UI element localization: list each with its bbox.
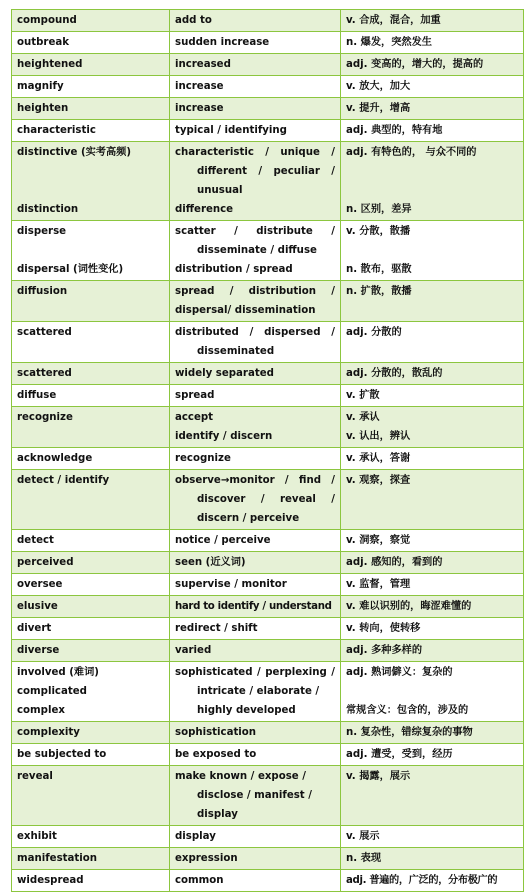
word-cell — [12, 744, 170, 766]
synonym: discover / reveal / — [197, 494, 335, 505]
meaning: v. 展示 — [346, 831, 380, 842]
synonym: scatter / distribute / — [175, 226, 335, 237]
word: manifestation — [17, 853, 97, 864]
word-cell — [12, 826, 170, 848]
synonym-cell — [170, 722, 341, 744]
meaning: v. 分散，散播 — [346, 226, 411, 237]
synonym: add to — [175, 15, 212, 26]
word: reveal — [17, 771, 53, 782]
table-row — [12, 448, 524, 470]
synonym-cell — [170, 640, 341, 662]
word: diffusion — [17, 286, 68, 297]
synonym: sophisticated / perplexing / — [175, 667, 335, 678]
meaning-cell — [341, 530, 524, 552]
synonym: distributed / dispersed / — [175, 327, 335, 338]
synonym: difference — [175, 204, 234, 215]
synonym-cell — [170, 407, 341, 448]
meaning-cell — [341, 142, 524, 221]
word: elusive — [17, 601, 58, 612]
word-cell — [12, 640, 170, 662]
meaning-cell — [341, 10, 524, 32]
meaning-cell — [341, 448, 524, 470]
word-cell — [12, 722, 170, 744]
word-cell — [12, 385, 170, 407]
synonym: varied — [175, 645, 212, 656]
synonym: characteristic / unique / — [175, 147, 335, 158]
word-cell — [12, 281, 170, 322]
word: divert — [17, 623, 52, 634]
word-cell — [12, 10, 170, 32]
word-cell — [12, 221, 170, 281]
meaning-cell — [341, 54, 524, 76]
meaning-cell — [341, 552, 524, 574]
meaning: n. 复杂性，错综复杂的事物 — [346, 727, 473, 738]
word: distinction — [17, 204, 79, 215]
synonym: display — [175, 831, 216, 842]
word-cell — [12, 363, 170, 385]
synonym: dispersal/ dissemination — [175, 305, 316, 316]
synonym: observe→monitor / find / — [175, 475, 335, 486]
table-row — [12, 120, 524, 142]
meaning: v. 观察，探查 — [346, 475, 411, 486]
meaning: v. 转向，使转移 — [346, 623, 421, 634]
word: heightened — [17, 59, 83, 70]
meaning: v. 扩散 — [346, 390, 380, 401]
synonym: spread — [175, 390, 215, 401]
meaning: v. 合成，混合，加重 — [346, 15, 441, 26]
synonym: common — [175, 875, 224, 886]
meaning: v. 揭露，展示 — [346, 771, 411, 782]
word-cell — [12, 870, 170, 892]
meaning: n. 爆发，突然发生 — [346, 37, 432, 48]
meaning: adj. 熟词僻义：复杂的 — [346, 667, 453, 678]
meaning-cell — [341, 385, 524, 407]
meaning: v. 承认 — [346, 412, 380, 423]
synonym-cell — [170, 744, 341, 766]
synonym: expression — [175, 853, 238, 864]
word: heighten — [17, 103, 69, 114]
table-row — [12, 76, 524, 98]
meaning: adj. 变高的，增大的，提高的 — [346, 59, 484, 70]
word-cell — [12, 407, 170, 448]
meaning-cell — [341, 76, 524, 98]
meaning-cell — [341, 221, 524, 281]
table-row — [12, 470, 524, 530]
meaning-cell — [341, 363, 524, 385]
synonym-cell — [170, 363, 341, 385]
word-cell — [12, 448, 170, 470]
word-cell — [12, 766, 170, 826]
synonym: accept — [175, 412, 214, 423]
synonym: discern / perceive — [197, 513, 300, 524]
meaning: adj. 分散的，散乱的 — [346, 368, 443, 379]
meaning: adj. 有特色的， 与众不同的 — [346, 147, 477, 158]
table-row — [12, 722, 524, 744]
synonym: increased — [175, 59, 231, 70]
table-row — [12, 870, 524, 892]
synonym: increase — [175, 103, 224, 114]
synonym: unusual — [197, 185, 243, 196]
synonym: identify / discern — [175, 431, 273, 442]
word-cell — [12, 848, 170, 870]
synonym-cell — [170, 530, 341, 552]
meaning-cell — [341, 120, 524, 142]
synonym-cell — [170, 98, 341, 120]
word: recognize — [17, 412, 73, 423]
synonym: seen (近义词) — [175, 557, 246, 568]
table-row — [12, 142, 524, 221]
synonym-cell — [170, 142, 341, 221]
word: compound — [17, 15, 77, 26]
word-cell — [12, 470, 170, 530]
word: complex — [17, 705, 65, 716]
word: diverse — [17, 645, 60, 656]
synonym-cell — [170, 470, 341, 530]
synonym: highly developed — [197, 705, 296, 716]
table-row — [12, 766, 524, 826]
synonym: different / peculiar / — [197, 166, 335, 177]
table-row — [12, 32, 524, 54]
table-row — [12, 640, 524, 662]
synonym-cell — [170, 766, 341, 826]
word-cell — [12, 552, 170, 574]
word: outbreak — [17, 37, 69, 48]
meaning-cell — [341, 281, 524, 322]
word: widespread — [17, 875, 84, 886]
synonym-cell — [170, 32, 341, 54]
synonym-cell — [170, 448, 341, 470]
meaning: n. 表现 — [346, 853, 382, 864]
synonym: sudden increase — [175, 37, 270, 48]
meaning-cell — [341, 596, 524, 618]
table-row — [12, 10, 524, 32]
table-row — [12, 221, 524, 281]
word: diffuse — [17, 390, 57, 401]
synonym: disseminate / diffuse — [197, 245, 317, 256]
synonym-cell — [170, 618, 341, 640]
meaning: adj. 典型的，特有地 — [346, 125, 443, 136]
synonym-cell — [170, 221, 341, 281]
table-row — [12, 596, 524, 618]
meaning: 常规含义：包含的，涉及的 — [346, 705, 469, 716]
synonym-cell — [170, 76, 341, 98]
meaning-cell — [341, 744, 524, 766]
synonym: make known / expose / — [175, 771, 306, 782]
word-cell — [12, 322, 170, 363]
meaning-cell — [341, 618, 524, 640]
table-row — [12, 281, 524, 322]
synonym-cell — [170, 574, 341, 596]
synonym-cell — [170, 120, 341, 142]
word: oversee — [17, 579, 63, 590]
meaning: n. 区别，差异 — [346, 204, 412, 215]
word: distinctive (实考高频) — [17, 147, 132, 158]
synonym: intricate / elaborate / — [197, 686, 320, 697]
synonym: sophistication — [175, 727, 257, 738]
table-row — [12, 744, 524, 766]
word-cell — [12, 142, 170, 221]
word: scattered — [17, 368, 72, 379]
meaning: adj. 分散的 — [346, 327, 402, 338]
meaning-cell — [341, 407, 524, 448]
word: perceived — [17, 557, 74, 568]
meaning: v. 监督，管理 — [346, 579, 411, 590]
synonym: typical / identifying — [175, 125, 287, 136]
meaning-cell — [341, 574, 524, 596]
synonym: supervise / monitor — [175, 579, 287, 590]
word-cell — [12, 54, 170, 76]
meaning: v. 洞察，察觉 — [346, 535, 411, 546]
word: complicated — [17, 686, 87, 697]
word-cell — [12, 662, 170, 722]
word-cell — [12, 32, 170, 54]
word: magnify — [17, 81, 64, 92]
synonym: distribution / spread — [175, 264, 293, 275]
meaning: v. 难以识别的，晦涩难懂的 — [346, 601, 472, 612]
vocabulary-table — [11, 9, 524, 892]
word-cell — [12, 76, 170, 98]
meaning-cell — [341, 826, 524, 848]
word: be subjected to — [17, 749, 107, 760]
word: detect / identify — [17, 475, 110, 486]
meaning-cell — [341, 766, 524, 826]
synonym-cell — [170, 552, 341, 574]
meaning: adj. 多种多样的 — [346, 645, 423, 656]
synonym: disseminated — [197, 346, 275, 357]
synonym: disclose / manifest / — [197, 790, 312, 801]
synonym: display — [197, 809, 238, 820]
meaning-cell — [341, 640, 524, 662]
table-row — [12, 54, 524, 76]
word: exhibit — [17, 831, 57, 842]
synonym: hard to identify / understand — [175, 601, 332, 612]
table-row — [12, 574, 524, 596]
word: involved (难词) — [17, 667, 99, 678]
word-cell — [12, 530, 170, 552]
synonym: widely separated — [175, 368, 274, 379]
word-cell — [12, 120, 170, 142]
meaning: v. 放大，加大 — [346, 81, 411, 92]
word-cell — [12, 98, 170, 120]
word-cell — [12, 618, 170, 640]
meaning: n. 散布，驱散 — [346, 264, 412, 275]
meaning: v. 提升，增高 — [346, 103, 411, 114]
table-row — [12, 98, 524, 120]
synonym: notice / perceive — [175, 535, 271, 546]
meaning: adj. 普遍的，广泛的，分布极广的 — [346, 875, 498, 886]
table-row — [12, 530, 524, 552]
table-row — [12, 407, 524, 448]
synonym-cell — [170, 385, 341, 407]
synonym: be exposed to — [175, 749, 257, 760]
table-row — [12, 848, 524, 870]
meaning-cell — [341, 870, 524, 892]
word-cell — [12, 574, 170, 596]
synonym-cell — [170, 54, 341, 76]
synonym: increase — [175, 81, 224, 92]
meaning-cell — [341, 722, 524, 744]
meaning-cell — [341, 98, 524, 120]
table-row — [12, 826, 524, 848]
word: detect — [17, 535, 54, 546]
table-row — [12, 662, 524, 722]
synonym-cell — [170, 848, 341, 870]
word: dispersal (词性变化) — [17, 264, 124, 275]
meaning: n. 扩散，散播 — [346, 286, 412, 297]
synonym-cell — [170, 826, 341, 848]
synonym: spread / distribution / — [175, 286, 335, 297]
table-row — [12, 363, 524, 385]
meaning: v. 认出，辨认 — [346, 431, 411, 442]
meaning: adj. 感知的，看到的 — [346, 557, 443, 568]
synonym-cell — [170, 10, 341, 32]
synonym-cell — [170, 322, 341, 363]
word: complexity — [17, 727, 80, 738]
meaning: adj. 遭受，受到，经历 — [346, 749, 453, 760]
table-row — [12, 385, 524, 407]
synonym-cell — [170, 662, 341, 722]
word-cell — [12, 596, 170, 618]
synonym: recognize — [175, 453, 231, 464]
synonym-cell — [170, 870, 341, 892]
word: disperse — [17, 226, 67, 237]
word: acknowledge — [17, 453, 93, 464]
synonym-cell — [170, 596, 341, 618]
meaning: v. 承认，答谢 — [346, 453, 411, 464]
table-row — [12, 618, 524, 640]
table-row — [12, 322, 524, 363]
meaning-cell — [341, 322, 524, 363]
synonym: redirect / shift — [175, 623, 258, 634]
table-row — [12, 552, 524, 574]
word: characteristic — [17, 125, 96, 136]
word: scattered — [17, 327, 72, 338]
meaning-cell — [341, 662, 524, 722]
meaning-cell — [341, 470, 524, 530]
meaning-cell — [341, 32, 524, 54]
meaning-cell — [341, 848, 524, 870]
synonym-cell — [170, 281, 341, 322]
